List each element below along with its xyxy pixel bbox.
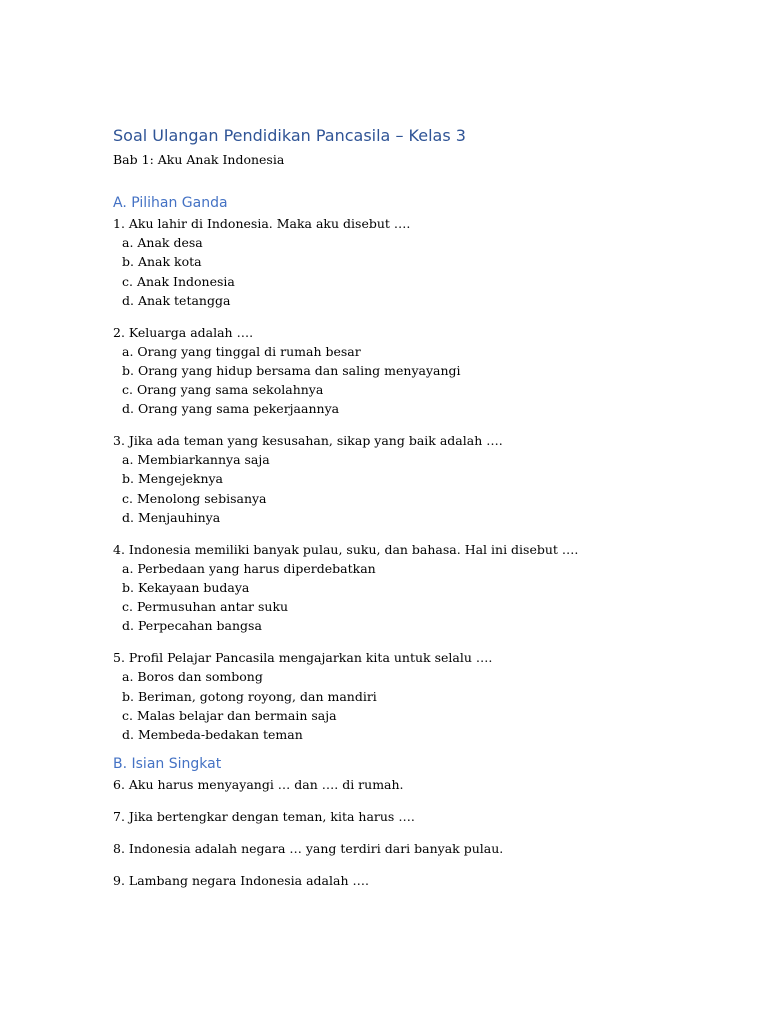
option-c: c. Menolong sebisanya xyxy=(122,490,267,506)
option-d: d. Anak tetangga xyxy=(122,292,231,308)
option-c: c. Orang yang sama sekolahnya xyxy=(122,382,324,398)
short-answer-list xyxy=(113,775,713,890)
option-a: a. Membiarkannya saja xyxy=(122,452,270,468)
section-b-heading: B. Isian Singkat xyxy=(113,756,222,773)
section-a-heading: A. Pilihan Ganda xyxy=(113,195,228,211)
question-8 xyxy=(113,839,713,858)
option-a: a. Perbedaan yang harus diperdebatkan xyxy=(122,560,376,576)
document-subtitle: Bab 1: Aku Anak Indonesia xyxy=(113,152,285,167)
option-d: d. Menjauhinya xyxy=(122,509,221,525)
option-a: a. Anak desa xyxy=(122,235,203,251)
option-d: d. Perpecahan bangsa xyxy=(122,618,262,634)
question-7 xyxy=(113,807,713,826)
document-page xyxy=(113,124,713,890)
question-text: 4. Indonesia memiliki banyak pulau, suku, dan bahasa. Hal ini disebut …. xyxy=(113,541,579,557)
question-text: 8. Indonesia adalah negara … yang terdiri dari banyak pulau. xyxy=(113,841,504,857)
question-6 xyxy=(113,775,713,794)
option-c: c. Malas belajar dan bermain saja xyxy=(122,707,337,723)
option-d: d. Orang yang sama pekerjaannya xyxy=(122,401,340,417)
option-a: a. Orang yang tinggal di rumah besar xyxy=(122,343,361,359)
question-text: 9. Lambang negara Indonesia adalah …. xyxy=(113,873,369,889)
question-5 xyxy=(113,648,713,744)
question-text: 2. Keluarga adalah …. xyxy=(113,324,254,340)
question-2 xyxy=(113,323,713,419)
option-a: a. Boros dan sombong xyxy=(122,669,263,685)
option-b: b. Orang yang hidup bersama dan saling menyayangi xyxy=(122,362,461,378)
question-3 xyxy=(113,431,713,527)
document-title: Soal Ulangan Pendidikan Pancasila – Kelas 3 xyxy=(113,126,466,145)
question-4 xyxy=(113,540,713,636)
option-c: c. Anak Indonesia xyxy=(122,273,235,289)
question-9 xyxy=(113,871,713,890)
question-text: 7. Jika bertengkar dengan teman, kita harus …. xyxy=(113,809,415,825)
question-text: 6. Aku harus menyayangi … dan …. di rumah. xyxy=(113,777,404,793)
option-b: b. Beriman, gotong royong, dan mandiri xyxy=(122,688,377,704)
option-d: d. Membeda-bedakan teman xyxy=(122,726,303,742)
option-b: b. Anak kota xyxy=(122,254,202,270)
question-text: 3. Jika ada teman yang kesusahan, sikap yang baik adalah …. xyxy=(113,433,503,449)
question-1 xyxy=(113,214,713,310)
multiple-choice-list xyxy=(113,214,713,744)
question-text: 1. Aku lahir di Indonesia. Maka aku disebut …. xyxy=(113,216,411,231)
option-c: c. Permusuhan antar suku xyxy=(122,599,289,615)
question-text: 5. Profil Pelajar Pancasila mengajarkan kita untuk selalu …. xyxy=(113,650,493,666)
option-b: b. Mengejeknya xyxy=(122,471,224,487)
option-b: b. Kekayaan budaya xyxy=(122,579,250,595)
